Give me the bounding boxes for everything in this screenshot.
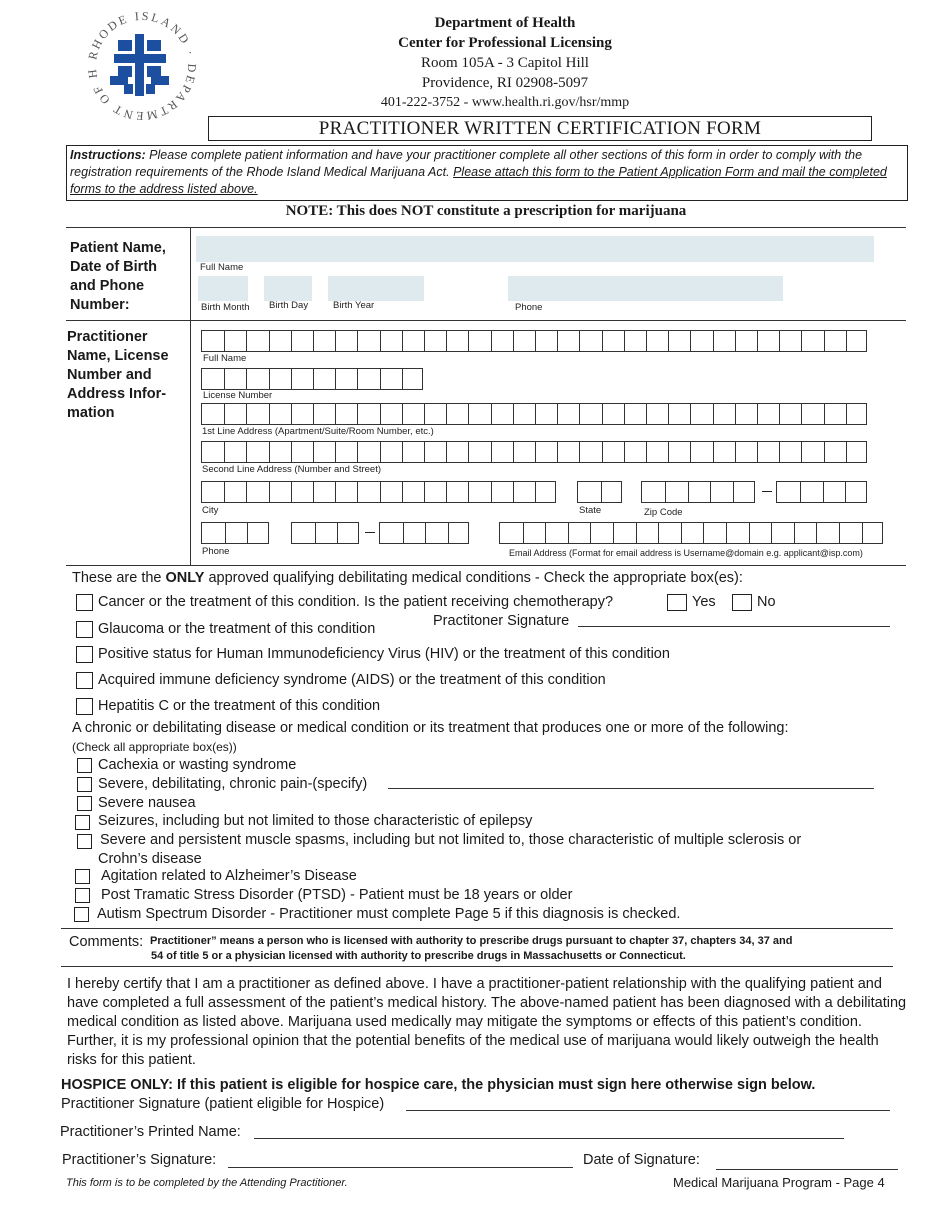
autism-label: Autism Spectrum Disorder - Practitioner must complete Page 5 if this diagnosis is checked. <box>97 906 681 922</box>
cell-divider <box>224 442 225 462</box>
chemo-no-label: No <box>757 594 776 610</box>
seizures-checkbox[interactable] <box>75 815 90 830</box>
state-grid[interactable] <box>577 481 622 503</box>
cell-divider <box>335 442 336 462</box>
state-label: State <box>579 505 602 516</box>
certification-statement: I hereby certify that I am a practitioner as defined above. I have a practitioner-patient relationship with the qualifying patient and have completed a full assessment of the patient’s medical history. The above-named patient has been diagnosed with a debilitating medical condition as listed above. Marijuana used medically may mitigate the symptoms or effects of this patient’s condition. Further, it is my professional opinion that the potential benefits of the medical use of marijuana would likely outweigh the health risks for this patient. <box>67 976 907 1068</box>
header-department: Department of Health <box>434 15 576 31</box>
practitioner-signature-label: Practitioner’s Signature: <box>62 1152 217 1168</box>
practitioner-signature-line[interactable] <box>228 1167 573 1168</box>
cell-divider <box>313 369 314 389</box>
patient-label-line: Number: <box>70 297 130 313</box>
cell-divider <box>491 442 492 462</box>
cell-divider <box>862 523 863 543</box>
cell-divider <box>749 523 750 543</box>
cell-divider <box>491 404 492 424</box>
seizures-label: Seizures, including but not limited to those characteristic of epilepsy <box>98 813 533 829</box>
header-contact: 401-222-3752 - www.health.ri.gov/hsr/mmp <box>380 95 630 110</box>
chemo-yes-label: Yes <box>692 594 716 610</box>
cell-divider <box>269 331 270 351</box>
field-separator-dash <box>365 532 375 533</box>
cell-divider <box>668 331 669 351</box>
cell-divider <box>757 404 758 424</box>
city-label: City <box>202 505 219 516</box>
agency-header <box>300 13 710 113</box>
cell-divider <box>713 404 714 424</box>
hospice-heading: HOSPICE ONLY: If this patient is eligible for hospice care, the physician must sign here otherwise sign below. <box>61 1077 816 1093</box>
patient-label-line: Patient Name, <box>70 240 166 256</box>
cell-divider <box>315 523 316 543</box>
cachexia-label: Cachexia or wasting syndrome <box>98 757 297 773</box>
cell-divider <box>424 482 425 502</box>
cell-divider <box>513 482 514 502</box>
cell-divider <box>225 523 226 543</box>
phone-area-code-grid[interactable] <box>201 522 269 544</box>
patient-full-name-field[interactable] <box>196 236 874 262</box>
cell-divider <box>380 369 381 389</box>
practitioner-section-label <box>67 328 169 423</box>
cell-divider <box>535 442 536 462</box>
cell-divider <box>402 369 403 389</box>
cell-divider <box>247 523 248 543</box>
cell-divider <box>726 523 727 543</box>
patient-phone-field[interactable] <box>508 276 783 301</box>
cell-divider <box>446 482 447 502</box>
cachexia-checkbox[interactable] <box>77 758 92 773</box>
cell-divider <box>313 482 314 502</box>
comments-text-line: Practitioner” means a person who is licensed with authority to prescribe drugs pursuant to chapter 37, chapters 34, 37 and <box>150 935 793 947</box>
cell-divider <box>291 331 292 351</box>
license-number-label: License Number <box>203 390 273 401</box>
cancer-label: Cancer or the treatment of this condition. Is the patient receiving chemotherapy? <box>98 594 614 610</box>
cell-divider <box>424 442 425 462</box>
cell-divider <box>823 482 824 502</box>
cell-divider <box>636 523 637 543</box>
cell-divider <box>846 442 847 462</box>
cell-divider <box>491 482 492 502</box>
cell-divider <box>801 404 802 424</box>
cell-divider <box>800 482 801 502</box>
practitioner-label-line: Practitioner <box>67 329 148 345</box>
chronic-condition-intro: A chronic or debilitating disease or medical condition or its treatment that produces one or more of the following: <box>72 720 789 736</box>
birth-month-label: Birth Month <box>201 302 250 313</box>
cell-divider <box>602 331 603 351</box>
practitioner-label-line: Address Infor- <box>67 386 167 402</box>
muscle-spasms-label-continued: Crohn’s disease <box>98 851 202 867</box>
cell-divider <box>757 442 758 462</box>
practitioner-label-line: Number and <box>67 367 152 383</box>
cell-divider <box>246 404 247 424</box>
cell-divider <box>523 523 524 543</box>
cell-divider <box>468 331 469 351</box>
phone-prefix-grid[interactable] <box>291 522 359 544</box>
conditions-intro-text: approved qualifying debilitating medical conditions - Check the appropriate box(es): <box>204 570 743 586</box>
cell-divider <box>468 442 469 462</box>
cell-divider <box>779 404 780 424</box>
city-grid[interactable] <box>201 481 556 503</box>
cell-divider <box>535 404 536 424</box>
header-center: Center for Professional Licensing <box>398 35 612 51</box>
cell-divider <box>771 523 772 543</box>
cell-divider <box>590 523 591 543</box>
cell-divider <box>313 331 314 351</box>
cell-divider <box>690 404 691 424</box>
cell-divider <box>357 369 358 389</box>
cell-divider <box>690 331 691 351</box>
ptsd-label: Post Tramatic Stress Disorder (PTSD) - Patient must be 18 years or older <box>101 887 573 903</box>
cell-divider <box>757 331 758 351</box>
instructions-box <box>66 145 908 201</box>
cell-divider <box>557 404 558 424</box>
cell-divider <box>468 404 469 424</box>
chronic-pain-specify-line[interactable] <box>388 788 874 789</box>
cell-divider <box>624 331 625 351</box>
patient-label-line: Date of Birth <box>70 259 157 275</box>
cell-divider <box>735 404 736 424</box>
footer-page: Medical Marijuana Program - Page 4 <box>673 1175 885 1190</box>
table-top-rule <box>66 227 906 228</box>
cell-divider <box>291 369 292 389</box>
address-line1-grid[interactable] <box>201 403 867 425</box>
cell-divider <box>624 442 625 462</box>
comments-text-line: 54 of title 5 or a physician licensed with authority to prescribe drugs in Massachusetts or Connecticut. <box>151 950 686 962</box>
cell-divider <box>224 331 225 351</box>
cell-divider <box>602 404 603 424</box>
birth-month-field[interactable] <box>198 276 248 301</box>
cell-divider <box>425 523 426 543</box>
severe-nausea-label: Severe nausea <box>98 795 196 811</box>
cell-divider <box>402 331 403 351</box>
cell-divider <box>335 482 336 502</box>
phone-line-grid[interactable] <box>379 522 469 544</box>
muscle-spasms-label: Severe and persistent muscle spasms, including but not limited to, those characteristic of multiple sclerosis or <box>100 832 802 848</box>
conditions-intro-emphasis: ONLY <box>165 570 205 586</box>
cell-divider <box>402 482 403 502</box>
cell-divider <box>801 331 802 351</box>
address-line2-grid[interactable] <box>201 441 867 463</box>
cell-divider <box>446 404 447 424</box>
cell-divider <box>335 404 336 424</box>
email-format-label: Email Address (Format for email address is Username@domain e.g. applicant@isp.com) <box>509 548 863 558</box>
practitioner-label-line: mation <box>67 405 115 421</box>
cell-divider <box>313 442 314 462</box>
instructions-lead: Instructions: <box>70 148 146 162</box>
zip-plus4-grid[interactable] <box>776 481 867 503</box>
cell-divider <box>291 442 292 462</box>
cell-divider <box>246 482 247 502</box>
cell-divider <box>224 404 225 424</box>
cell-divider <box>668 442 669 462</box>
cell-divider <box>824 404 825 424</box>
birth-year-label: Birth Year <box>333 300 375 311</box>
cell-divider <box>224 482 225 502</box>
table-bottom-rule <box>66 565 906 566</box>
hepatitis-c-label: Hepatitis C or the treatment of this condition <box>98 698 381 714</box>
cell-divider <box>801 442 802 462</box>
patient-section-label <box>70 239 166 315</box>
department-seal <box>84 10 200 122</box>
hospice-signature-line[interactable] <box>406 1110 890 1111</box>
cell-divider <box>846 404 847 424</box>
cell-divider <box>269 369 270 389</box>
cell-divider <box>846 331 847 351</box>
cell-divider <box>513 404 514 424</box>
zip-code-label: Zip Code <box>644 507 683 518</box>
cell-divider <box>568 523 569 543</box>
cell-divider <box>579 442 580 462</box>
cell-divider <box>448 523 449 543</box>
alzheimers-label: Agitation related to Alzheimer’s Disease <box>101 868 357 884</box>
cell-divider <box>779 442 780 462</box>
cell-divider <box>816 523 817 543</box>
chemo-signature-line[interactable] <box>578 626 890 627</box>
check-all-note: (Check all appropriate box(es)) <box>72 740 237 754</box>
alzheimers-checkbox[interactable] <box>75 869 90 884</box>
cell-divider <box>733 482 734 502</box>
chemo-signature-label: Practitoner Signature <box>433 613 570 629</box>
cell-divider <box>824 442 825 462</box>
cell-divider <box>713 442 714 462</box>
license-number-grid[interactable] <box>201 368 423 390</box>
cell-divider <box>557 442 558 462</box>
aids-label: Acquired immune deficiency syndrome (AIDS) or the treatment of this condition <box>98 672 606 688</box>
cell-divider <box>269 482 270 502</box>
patient-label-line: and Phone <box>70 278 145 294</box>
chronic-pain-label: Severe, debilitating, chronic pain-(specify) <box>98 776 368 792</box>
cell-divider <box>380 442 381 462</box>
cell-divider <box>646 442 647 462</box>
cell-divider <box>681 523 682 543</box>
cell-divider <box>491 331 492 351</box>
birth-day-field[interactable] <box>264 276 312 301</box>
cell-divider <box>424 404 425 424</box>
cell-divider <box>291 482 292 502</box>
svg-text:RHODE ISLAND · DEPARTMENT OF H: RHODE ISLAND · DEPARTMENT OF H <box>84 10 200 122</box>
cell-divider <box>535 331 536 351</box>
practitioner-label-line: Name, License <box>67 348 169 364</box>
cell-divider <box>713 331 714 351</box>
prescription-note: NOTE: This does NOT constitute a prescription for marijuana <box>285 203 687 219</box>
table-column-divider <box>190 227 191 565</box>
cell-divider <box>246 369 247 389</box>
comments-text <box>150 934 890 964</box>
cell-divider <box>513 442 514 462</box>
glaucoma-checkbox[interactable] <box>76 621 93 638</box>
cell-divider <box>839 523 840 543</box>
cell-divider <box>246 331 247 351</box>
cell-divider <box>446 442 447 462</box>
patient-section-rule <box>66 320 906 321</box>
hospice-signature-label: Practitioner Signature (patient eligible for Hospice) <box>61 1096 385 1112</box>
cell-divider <box>403 523 404 543</box>
cell-divider <box>665 482 666 502</box>
cell-divider <box>402 442 403 462</box>
aids-checkbox[interactable] <box>76 672 93 689</box>
instructions-underlined: Please attach this form to the Patient Application Form and mail the completed forms to the address listed above. <box>70 165 887 196</box>
birth-year-field[interactable] <box>328 276 424 301</box>
comments-label: Comments: <box>69 934 144 950</box>
hiv-checkbox[interactable] <box>76 646 93 663</box>
cell-divider <box>710 482 711 502</box>
form-title: PRACTITIONER WRITTEN CERTIFICATION FORM <box>208 116 872 141</box>
cancer-checkbox[interactable] <box>76 594 93 611</box>
cell-divider <box>624 404 625 424</box>
conditions-intro-text: These are the <box>72 570 166 586</box>
practitioner-full-name-label: Full Name <box>203 353 247 364</box>
practitioner-phone-label: Phone <box>202 546 230 557</box>
instructions-text: Please complete patient information and have your practitioner complete all other sections of this form in order to comply with the registration requirements of the Rhode Island Medical Marijuana Act. <box>70 148 863 179</box>
cell-divider <box>291 404 292 424</box>
ptsd-checkbox[interactable] <box>75 888 90 903</box>
glaucoma-label: Glaucoma or the treatment of this condition <box>98 621 376 637</box>
header-room: Room 105A - 3 Capitol Hill <box>421 55 589 71</box>
cell-divider <box>735 331 736 351</box>
cell-divider <box>735 442 736 462</box>
email-grid[interactable] <box>499 522 883 544</box>
cell-divider <box>602 442 603 462</box>
cell-divider <box>579 331 580 351</box>
cell-divider <box>513 331 514 351</box>
printed-name-label: Practitioner’s Printed Name: <box>60 1124 241 1140</box>
cell-divider <box>690 442 691 462</box>
cell-divider <box>703 523 704 543</box>
cell-divider <box>601 482 602 502</box>
cell-divider <box>658 523 659 543</box>
cell-divider <box>646 404 647 424</box>
cell-divider <box>335 331 336 351</box>
cell-divider <box>357 404 358 424</box>
cell-divider <box>779 331 780 351</box>
cell-divider <box>335 369 336 389</box>
cell-divider <box>557 331 558 351</box>
header-city: Providence, RI 02908-5097 <box>421 75 589 91</box>
cell-divider <box>402 404 403 424</box>
cell-divider <box>545 523 546 543</box>
cell-divider <box>794 523 795 543</box>
hiv-label: Positive status for Human Immunodeficiency Virus (HIV) or the treatment of this condition <box>98 646 670 662</box>
cell-divider <box>246 442 247 462</box>
field-separator-dash <box>762 491 772 492</box>
cell-divider <box>357 331 358 351</box>
cell-divider <box>845 482 846 502</box>
cell-divider <box>824 331 825 351</box>
severe-nausea-checkbox[interactable] <box>77 796 92 811</box>
cell-divider <box>224 369 225 389</box>
cell-divider <box>446 331 447 351</box>
printed-name-line[interactable] <box>254 1138 844 1139</box>
cell-divider <box>269 404 270 424</box>
conditions-intro <box>72 569 743 587</box>
hepatitis-c-checkbox[interactable] <box>76 698 93 715</box>
cell-divider <box>579 404 580 424</box>
chronic-pain-checkbox[interactable] <box>77 777 92 792</box>
cell-divider <box>357 442 358 462</box>
patient-full-name-label: Full Name <box>200 262 244 273</box>
chemo-no-checkbox[interactable] <box>732 594 752 611</box>
comments-bottom-rule <box>61 966 893 967</box>
cell-divider <box>357 482 358 502</box>
address-line2-label: Second Line Address (Number and Street) <box>202 464 382 475</box>
date-of-signature-label: Date of Signature: <box>583 1152 700 1168</box>
zip-code-grid[interactable] <box>641 481 755 503</box>
cell-divider <box>380 331 381 351</box>
cell-divider <box>468 482 469 502</box>
autism-checkbox[interactable] <box>74 907 89 922</box>
cell-divider <box>337 523 338 543</box>
cell-divider <box>424 331 425 351</box>
patient-phone-label: Phone <box>515 302 543 313</box>
cell-divider <box>313 404 314 424</box>
chemo-yes-checkbox[interactable] <box>667 594 687 611</box>
cell-divider <box>646 331 647 351</box>
cell-divider <box>269 442 270 462</box>
cell-divider <box>380 404 381 424</box>
cell-divider <box>668 404 669 424</box>
birth-day-label: Birth Day <box>269 300 309 311</box>
cell-divider <box>535 482 536 502</box>
comments-top-rule <box>61 928 893 929</box>
cell-divider <box>613 523 614 543</box>
cell-divider <box>688 482 689 502</box>
muscle-spasms-checkbox[interactable] <box>77 834 92 849</box>
practitioner-full-name-grid[interactable] <box>201 330 867 352</box>
date-of-signature-line[interactable] <box>716 1169 898 1170</box>
address-line1-label: 1st Line Address (Apartment/Suite/Room Number, etc.) <box>202 426 434 437</box>
cell-divider <box>380 482 381 502</box>
footer-note: This form is to be completed by the Attending Practitioner. <box>66 1177 348 1189</box>
